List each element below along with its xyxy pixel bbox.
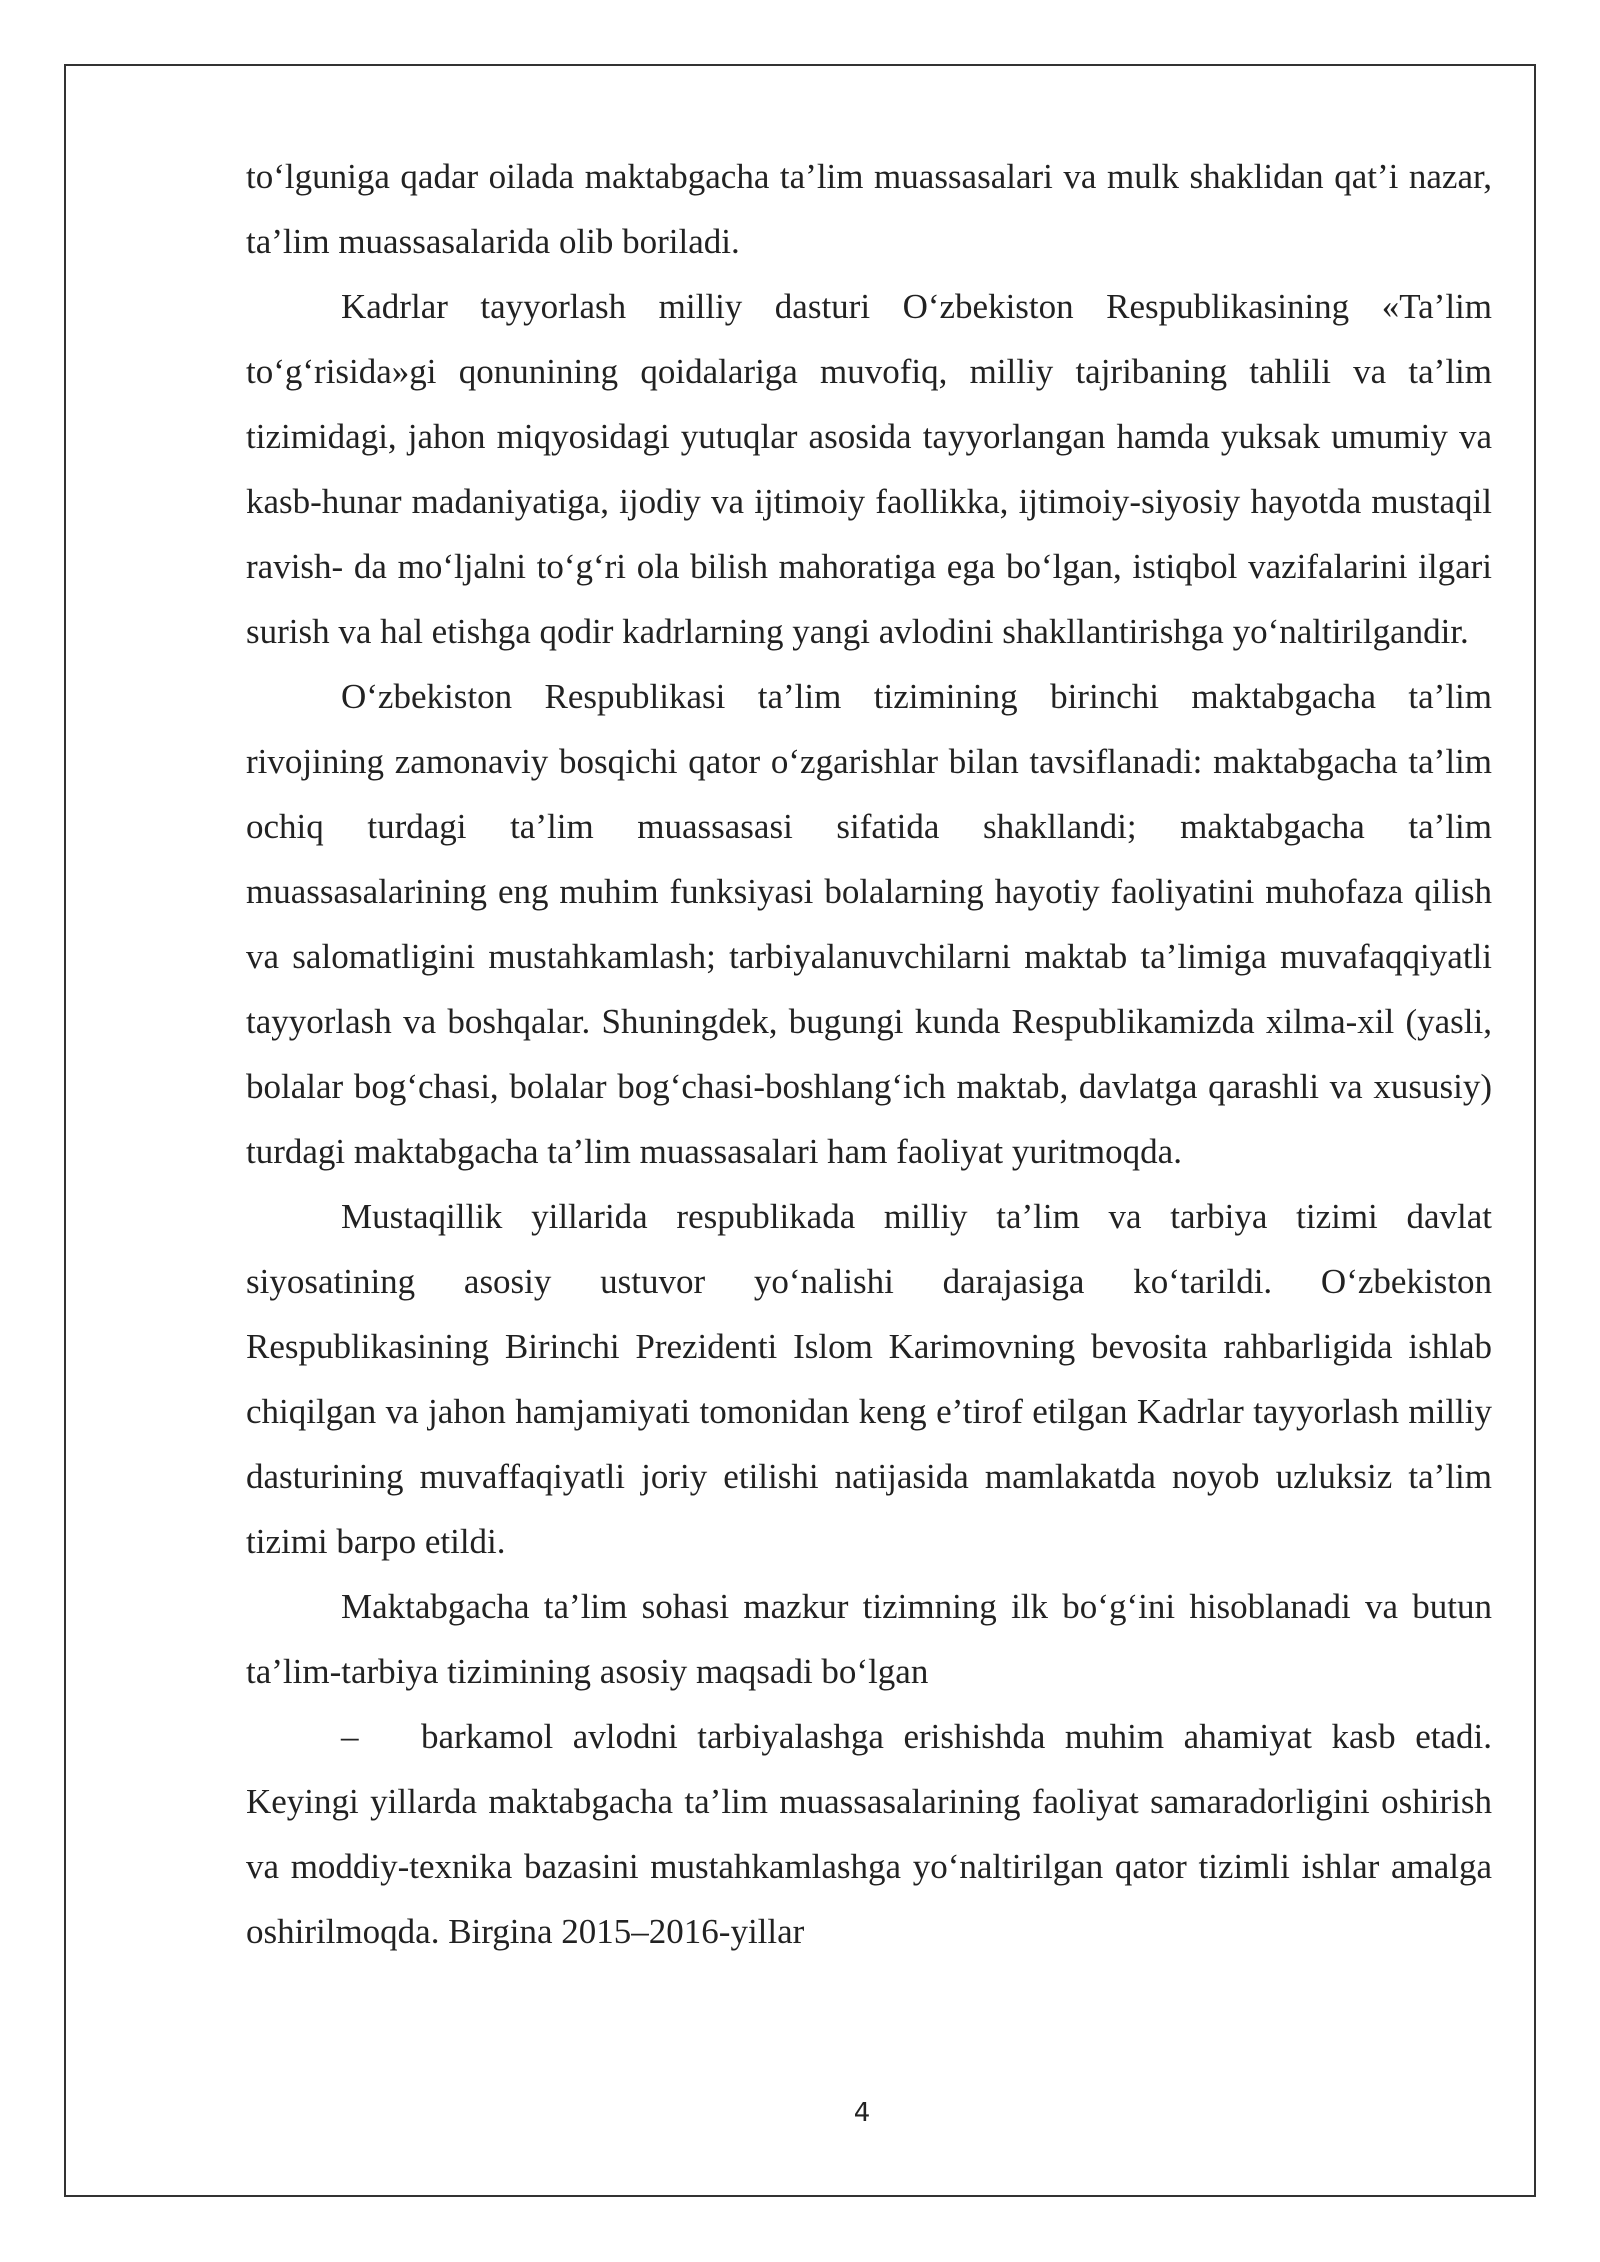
paragraph-6-text: barkamol avlodni tarbiyalashga erishishda muhim ahamiyat kasb etadi. Keyingi yillarda maktabgacha ta’lim muassasalarining faoliyat samaradorligini oshirish va moddiy-texnika bazasini mustahkamlashga yo‘naltirilgan qator tizimli ishlar amalga oshirilmoqda. Birgina 2015–2016-yillar xyxy=(246,1717,1492,1951)
paragraph-5: Maktabgacha ta’lim sohasi mazkur tizimning ilk bo‘g‘ini hisoblanadi va butun ta’lim-tarbiya tizimining asosiy maqsadi bo‘lgan xyxy=(246,1587,1492,1691)
document-body xyxy=(246,144,1492,1964)
dash-mark: – xyxy=(341,1717,359,1756)
paragraph-4: Mustaqillik yillarida respublikada milliy ta’lim va tarbiya tizimi davlat siyosatining asosiy ustuvor yo‘nalishi darajasiga ko‘tarildi. O‘zbekiston Respublikasining Birinchi Prezidenti Islom Karimovning bevosita rahbarligida ishlab chiqilgan va jahon hamjamiyati tomonidan keng e’tirof etilgan Kadrlar tayyorlash milliy dasturining muvaffaqiyatli joriy etilishi natijasida mamlakatda noyob uzluksiz ta’lim tizimi barpo etildi. xyxy=(246,1197,1492,1561)
paragraph-6 xyxy=(246,1704,1492,1964)
paragraph-2: Kadrlar tayyorlash milliy dasturi O‘zbekiston Respublikasining «Ta’lim to‘g‘risida»gi qonunining qoidalariga muvofiq, milliy tajribaning tahlili va ta’lim tizimidagi, jahon miqyosidagi yutuqlar asosida tayyorlangan hamda yuksak umumiy va kasb-hunar madaniyatiga, ijodiy va ijtimoiy faollikka, ijtimoiy-siyosiy hayotda mustaqil ravish- da mo‘ljalni to‘g‘ri ola bilish mahoratiga ega bo‘lgan, istiqbol vazifalarini ilgari surish va hal etishga qodir kadrlarning yangi avlodini shakllantirishga yo‘naltirilgandir. xyxy=(246,287,1492,651)
paragraph-1: to‘lguniga qadar oilada maktabgacha ta’lim muassasalari va mulk shaklidan qat’i nazar, ta’lim muassasalarida olib boriladi. xyxy=(246,157,1492,261)
page-number: 4 xyxy=(853,2098,871,2128)
paragraph-3: O‘zbekiston Respublikasi ta’lim tizimining birinchi maktabgacha ta’lim rivojining zamonaviy bosqichi qator o‘zgarishlar bilan tavsiflanadi: maktabgacha ta’lim ochiq turdagi ta’lim muassasasi sifatida shakllandi; maktabgacha ta’lim muassasalarining eng muhim funksiyasi bolalarning hayotiy faoliyatini muhofaza qilish va salomatligini mustahkamlash; tarbiyalanuvchilarni maktab ta’limiga muvafaqqiyatli tayyorlash va boshqalar. Shuningdek, bugungi kunda Respublikamizda xilma-xil (yasli, bolalar bog‘chasi, bolalar bog‘chasi-boshlang‘ich maktab, davlatga qarashli va xususiy) turdagi maktabgacha ta’lim muassasalari ham faoliyat yuritmoqda. xyxy=(246,677,1492,1171)
